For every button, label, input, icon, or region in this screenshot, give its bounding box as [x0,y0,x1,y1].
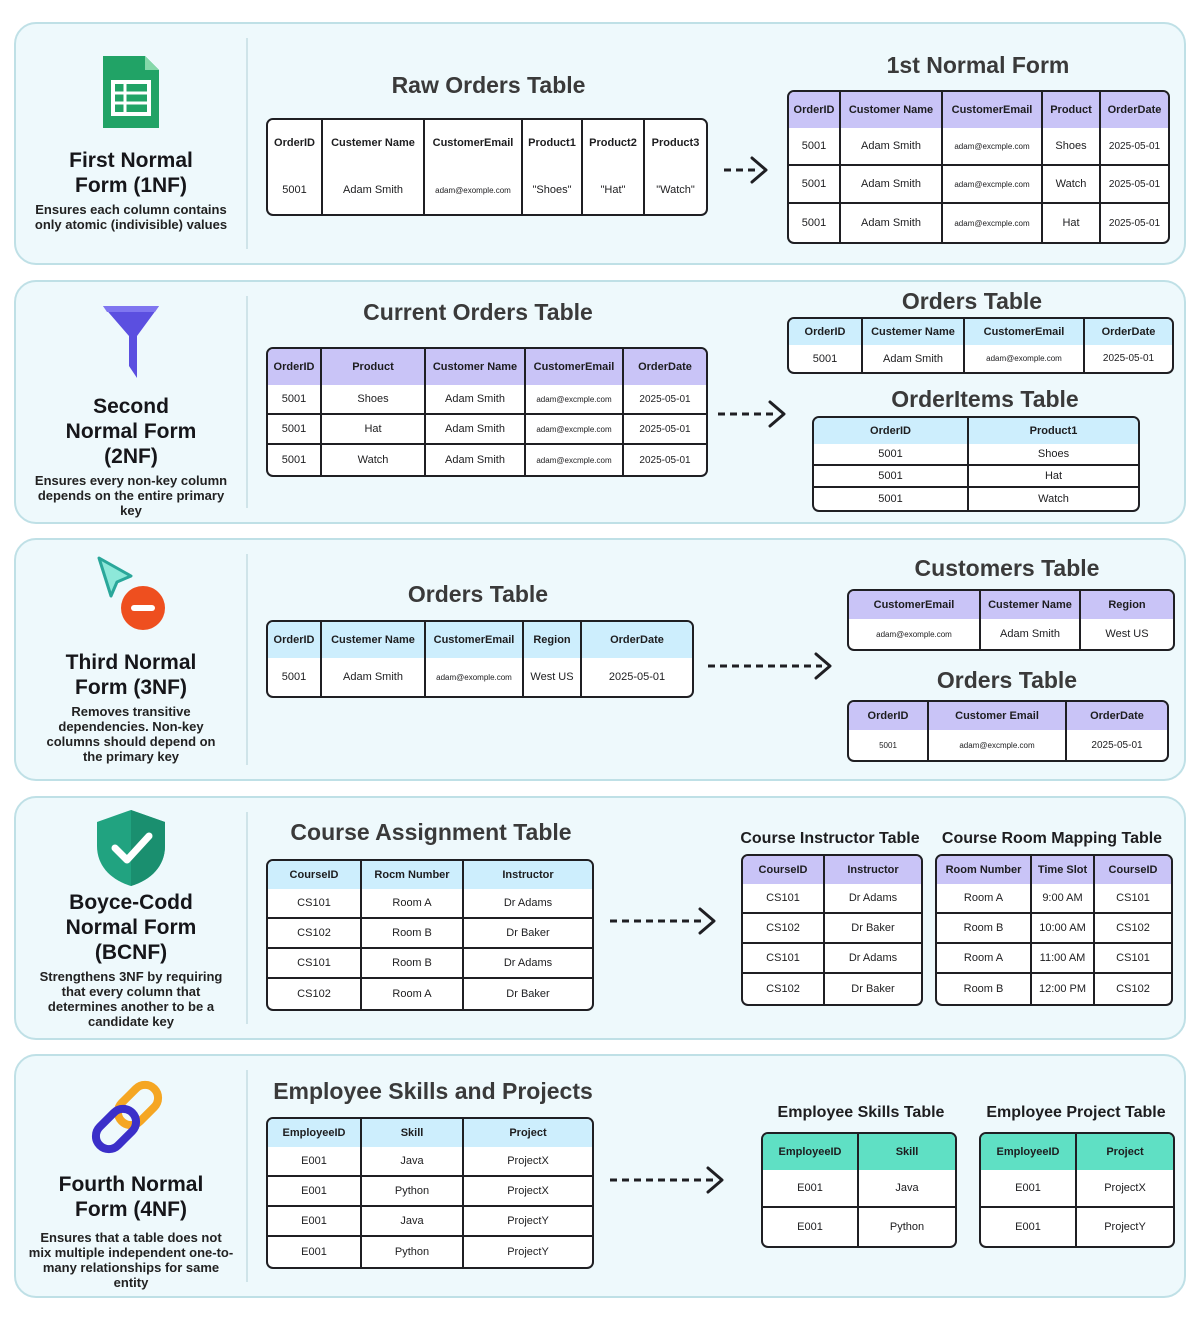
table-header-row [937,856,1171,884]
table-row [981,1208,1173,1246]
table-cell: adam@excmple.com [526,445,624,475]
nf-title: First Normal Form (1NF) [69,149,193,197]
column-header: Region [524,622,582,658]
table-row [743,974,921,1004]
table-cell: Adam Smith [981,619,1081,649]
table-cell: Shoes [322,385,426,415]
table-cell: 2025-05-01 [608,671,666,683]
table-cell: 5001 [814,466,969,488]
employee-project-table [979,1132,1175,1248]
column-header: Project [464,1119,592,1147]
shield-check-icon [93,808,169,888]
course-instructor-table [741,854,923,1006]
table-cell: CS102 [268,919,362,949]
column-header: Customer Name [426,349,526,385]
column-header: Custemer Name [322,622,426,658]
table-row [268,979,592,1009]
table-row [268,1237,592,1267]
table-header-row [268,120,706,166]
table-row [268,919,592,949]
table-cell: Dr Baker [851,983,895,995]
nf-title: Third Normal Form (3NF) [65,651,197,699]
table-cell: 2025-05-01 [1108,217,1161,229]
spreadsheet-icon [99,52,163,132]
table-header-row [743,856,921,884]
column-header: OrderID [789,92,841,128]
table-title: Orders Table [901,288,1043,314]
table-row [937,944,1171,974]
table-cell: E001 [763,1170,859,1208]
section-divider [246,1070,248,1282]
section-1nf [14,22,1186,265]
table-cell: adam@exomple.com [425,166,523,214]
table-cell: CS101 [743,884,825,914]
table-cell: Adam Smith [841,204,943,242]
table-cell: Python [362,1237,464,1267]
table-cell: 12:00 PM [1032,974,1095,1004]
orders-table [787,317,1174,374]
table-title: Orders Table [936,667,1078,693]
table-cell: CS101 [268,949,362,979]
table-row [268,889,592,919]
column-header: OrderID [814,418,969,444]
table-cell: CS101 [1095,884,1171,914]
table-cell: Hat [1043,204,1101,242]
table-cell: 5001 [268,415,322,445]
table-cell: CS102 [268,979,362,1009]
table-header-row [849,702,1167,730]
table-cell: 2025-05-01 [1101,128,1168,166]
table-cell: adam@exomple.com [849,619,981,649]
table-cell: 5001 [268,385,322,415]
arrow-right-icon [716,397,788,431]
column-header: Customer Email [929,702,1067,730]
table-cell: West US [524,658,582,696]
table-header-row [814,418,1138,444]
table-row [743,884,921,914]
section-2nf-info [16,282,246,522]
table-cell: Adam Smith [426,385,526,415]
orders-table [266,620,694,698]
nf-description: Ensures that a table does not mix multiple independent one-to-many relationships for same entity [28,1230,234,1290]
column-header: Product1 [523,120,583,166]
table-header-row [268,861,592,889]
table-cell: 2025-05-01 [1102,353,1155,364]
column-header: CustomerEmail [425,120,523,166]
column-header: Instructor [464,861,592,889]
table-cell: CS102 [743,974,825,1004]
table-cell: Java [362,1147,464,1177]
table-cell: Adam Smith [322,658,426,696]
column-header: Room Number [937,856,1032,884]
table-cell: Shoes [969,444,1138,466]
table-title: Course Room Mapping Table [941,830,1163,847]
table-cell: Adam Smith [841,166,943,204]
table-cell: E001 [268,1207,362,1237]
arrow-right-icon [722,153,770,187]
table-row [763,1170,955,1208]
table-cell: ProjectX [464,1147,592,1177]
column-header: OrderDate [1101,92,1168,128]
table-row [268,658,692,696]
section-3nf [14,538,1186,781]
table-cell: E001 [981,1170,1077,1208]
nf-title: Second Normal Form (2NF) [65,395,197,468]
table-cell: Dr Adams [464,889,592,919]
table-header-row [981,1134,1173,1170]
order-items-table [812,416,1140,512]
table-cell: 5001 [789,128,841,166]
employee-skills-projects-table [266,1117,594,1269]
table-cell: ProjectX [464,1177,592,1207]
table-cell: Room A [362,979,464,1009]
table-row [268,1177,592,1207]
column-header: Custemer Name [981,591,1081,619]
table-cell: Adam Smith [426,445,526,475]
table-cell: Watch [1043,166,1101,204]
table-cell: Room B [937,974,1032,1004]
table-cell: Room A [937,944,1032,974]
table-cell: Watch [322,445,426,475]
table-cell: West US [1105,628,1149,640]
arrow-right-icon [608,904,718,938]
table-cell: 2025-05-01 [1101,166,1168,204]
table-cell: Python [362,1177,464,1207]
first-normal-form-table [787,90,1170,244]
table-row [789,345,1172,372]
table-row [849,730,1167,760]
table-cell: Adam Smith [863,345,965,372]
raw-orders-table [266,118,708,216]
table-cell: Dr Baker [506,988,550,1000]
column-header: OrderID [268,120,323,166]
table-row [268,1147,592,1177]
table-cell: E001 [268,1147,362,1177]
table-row [937,914,1171,944]
course-assignment-table [266,859,594,1011]
cursor-minus-icon [91,554,171,634]
table-cell: 10:00 AM [1032,914,1095,944]
table-row [849,619,1173,649]
table-cell: Python [889,1221,925,1233]
section-4nf-info [16,1056,246,1296]
column-header: OrderID [789,319,863,345]
table-cell: ProjectY [464,1207,592,1237]
arrow-right-icon [706,649,834,683]
table-cell: 5001 [814,444,969,466]
table-row [789,128,1168,166]
table-cell: 2025-05-01 [1091,739,1143,751]
nf-description: Strengthens 3NF by requiring that every column that determines another to be a candidate key [39,969,223,1029]
column-header: Region [1081,591,1173,619]
table-title: Orders Table [407,581,549,607]
column-header: CustomerEmail [526,349,624,385]
section-2nf [14,280,1186,524]
table-cell: E001 [268,1177,362,1207]
column-header: Product [1043,92,1101,128]
table-row [268,1207,592,1237]
table-cell: E001 [763,1208,859,1246]
table-cell: Adam Smith [426,415,526,445]
table-row [743,914,921,944]
table-header-row [268,622,692,658]
table-cell: Watch [1038,493,1069,505]
customers-table [847,589,1175,651]
column-header: OrderDate [1085,319,1172,345]
table-cell: Java [859,1170,955,1208]
table-cell: Room A [362,889,464,919]
table-title: OrderItems Table [891,386,1079,412]
table-row [268,949,592,979]
column-header: Product [322,349,426,385]
table-cell: CS102 [1116,983,1150,995]
table-header-row [268,1119,592,1147]
column-header: Custemer Name [863,319,965,345]
column-header: OrderDate [582,622,692,658]
section-1nf-info [16,24,246,263]
table-row [814,444,1138,466]
table-cell: adam@excmple.com [943,204,1043,242]
column-header: Product2 [583,120,645,166]
table-cell: 5001 [268,445,322,475]
column-header: OrderID [849,702,929,730]
column-header: CourseID [743,856,825,884]
column-header: EmployeeID [268,1119,362,1147]
table-cell: Room B [937,914,1032,944]
table-cell: CS101 [268,889,362,919]
table-title: Customers Table [914,555,1100,581]
arrow-right-icon [608,1163,726,1197]
column-header: CustomerEmail [849,591,981,619]
table-cell: CS102 [1095,914,1171,944]
column-header: CustomerEmail [426,622,524,658]
table-cell: Java [362,1207,464,1237]
table-cell: 5001 [814,488,969,510]
table-cell: 5001 [268,166,323,214]
table-cell: 5001 [789,345,863,372]
table-cell: adam@exomple.com [426,658,524,696]
column-header: Rocm Number [362,861,464,889]
column-header: OrderDate [624,349,706,385]
table-cell: Dr Baker [825,914,921,944]
table-header-row [268,349,706,385]
nf-description: Removes transitive dependencies. Non-key columns should depend on the primary key [46,704,216,764]
table-row [268,445,706,475]
column-header: EmployeeID [981,1134,1077,1170]
table-cell: adam@excmple.com [929,730,1067,760]
table-title: Employee Skills and Projects [273,1078,593,1104]
table-title: Course Instructor Table [740,830,920,847]
nf-description: Ensures every non-key column depends on the entire primary key [34,473,228,518]
nf-description: Ensures each column contains only atomic (indivisible) values [34,202,228,232]
table-cell: ProjectY [507,1246,549,1258]
table-cell: Dr Adams [825,944,921,974]
column-header: CustomerEmail [943,92,1043,128]
table-cell: "Hat" [583,166,645,214]
section-bcnf-info [16,798,246,1038]
table-cell: ProjectX [1077,1170,1173,1208]
table-cell: Hat [969,466,1138,488]
table-cell: Room B [362,949,464,979]
section-divider [246,812,248,1024]
column-header: Time Slot [1032,856,1095,884]
table-cell: 5001 [268,658,322,696]
table-title: Employee Skills Table [777,1104,945,1121]
table-cell: Room A [937,884,1032,914]
column-header: EmployeeID [763,1134,859,1170]
table-cell: adam@excmple.com [943,166,1043,204]
chain-link-icon [91,1078,171,1158]
table-row [763,1208,955,1246]
table-cell: "Shoes" [523,166,583,214]
current-orders-table [266,347,708,477]
table-title: 1st Normal Form [886,52,1070,78]
column-header: CourseID [268,861,362,889]
table-cell: Adam Smith [323,166,425,214]
section-4nf [14,1054,1186,1298]
course-room-mapping-table [935,854,1173,1006]
table-cell: Shoes [1043,128,1101,166]
table-row [814,466,1138,488]
table-cell: Dr Baker [464,919,592,949]
table-cell: E001 [268,1237,362,1267]
employee-skills-table [761,1132,957,1248]
column-header: CustomerEmail [965,319,1085,345]
nf-title: Fourth Normal Form (4NF) [58,1173,204,1221]
table-header-row [849,591,1173,619]
table-cell: 5001 [849,730,929,760]
table-row [937,974,1171,1004]
table-title: Current Orders Table [363,299,593,325]
table-header-row [789,319,1172,345]
table-cell: Room B [362,919,464,949]
section-3nf-info [16,540,246,779]
table-cell: Hat [322,415,426,445]
table-cell: 2025-05-01 [624,415,706,445]
table-cell: Adam Smith [841,128,943,166]
column-header: Skill [859,1134,955,1170]
table-row [743,944,921,974]
column-header: Product1 [969,418,1138,444]
table-cell: 11:00 AM [1032,944,1095,974]
table-cell: E001 [981,1208,1077,1246]
table-row [789,166,1168,204]
column-header: OrderID [268,622,322,658]
table-header-row [789,92,1168,128]
table-cell: ProjectY [1104,1221,1146,1233]
table-cell: 2025-05-01 [639,454,691,466]
table-cell: 2025-05-01 [624,385,706,415]
table-title: Employee Project Table [986,1104,1166,1121]
section-divider [246,38,248,249]
table-row [937,884,1171,914]
column-header: Instructor [825,856,921,884]
table-cell: CS101 [743,944,825,974]
column-header: OrderDate [1067,702,1167,730]
table-header-row [763,1134,955,1170]
table-row [268,166,706,214]
table-cell: 5001 [789,166,841,204]
table-cell: Dr Adams [464,949,592,979]
column-header: CourseID [1095,856,1171,884]
table-row [789,204,1168,242]
table-title: Raw Orders Table [391,72,586,98]
table-cell: "Watch" [656,184,695,196]
orders-table-3nf [847,700,1169,762]
section-divider [246,296,248,508]
column-header: Custemer Name [323,120,425,166]
column-header: Project [1077,1134,1173,1170]
table-cell: Dr Adams [825,884,921,914]
funnel-icon [99,300,163,380]
section-divider [246,554,248,765]
column-header: Skill [362,1119,464,1147]
table-cell: 9:00 AM [1032,884,1095,914]
table-row [268,385,706,415]
table-row [981,1170,1173,1208]
table-cell: adam@exomple.com [965,345,1085,372]
table-row [268,415,706,445]
column-header: OrderID [268,349,322,385]
table-cell: CS102 [743,914,825,944]
section-bcnf [14,796,1186,1040]
table-cell: CS101 [1095,944,1171,974]
table-cell: adam@excmple.com [943,128,1043,166]
table-cell: 5001 [789,204,841,242]
table-cell: adam@excmple.com [526,415,624,445]
table-row [814,488,1138,510]
column-header: Customer Name [841,92,943,128]
table-title: Course Assignment Table [290,819,572,845]
table-cell: adam@excmple.com [526,385,624,415]
nf-title: Boyce-Codd Normal Form (BCNF) [65,891,197,964]
column-header: Product3 [645,120,706,166]
